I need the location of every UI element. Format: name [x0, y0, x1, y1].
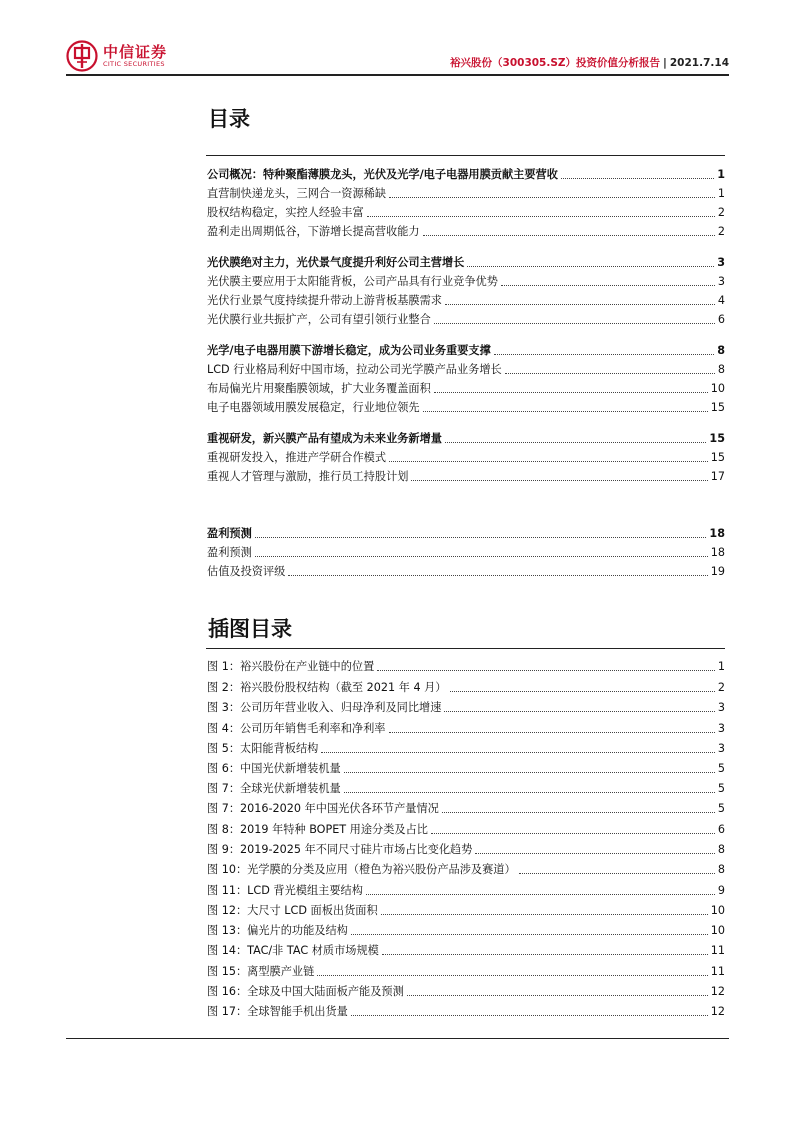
toc-entry[interactable]	[207, 560, 725, 579]
figure-entry[interactable]	[207, 980, 725, 999]
toc-entry[interactable]	[207, 251, 725, 270]
figure-entry-leader-dots	[431, 833, 715, 834]
figure-entry-label: 图 7：全球光伏新增装机量	[207, 782, 341, 795]
toc-entry-leader-dots	[445, 442, 706, 443]
figure-entry-page-number: 9	[717, 884, 725, 897]
figure-entry-leader-dots	[344, 772, 715, 773]
toc-entry[interactable]	[207, 220, 725, 239]
toc-entry[interactable]	[207, 446, 725, 465]
toc-entry-leader-dots	[288, 575, 707, 576]
figure-entry-label: 图 12：大尺寸 LCD 面板出货面积	[207, 904, 378, 917]
figure-entry-leader-dots	[444, 711, 714, 712]
toc-entry[interactable]	[207, 289, 725, 308]
figure-entry-leader-dots	[382, 954, 708, 955]
figure-entry-page-number: 11	[710, 965, 725, 978]
figure-entry[interactable]	[207, 655, 725, 674]
toc-entry-label: 盈利预测	[207, 527, 252, 540]
toc-entry-page-number: 2	[717, 206, 725, 219]
toc-entry-page-number: 15	[709, 432, 725, 445]
figure-entry[interactable]	[207, 939, 725, 958]
figure-entry-leader-dots	[351, 1015, 708, 1016]
figure-entry-leader-dots	[450, 691, 715, 692]
toc-entry[interactable]	[207, 270, 725, 289]
toc-entry-label: 光伏膜主要应用于太阳能背板，公司产品具有行业竞争优势	[207, 275, 498, 288]
figure-entry-label: 图 17：全球智能手机出货量	[207, 1005, 348, 1018]
toc-entry[interactable]	[207, 339, 725, 358]
toc-entry-leader-dots	[445, 304, 715, 305]
toc-entry-page-number: 8	[717, 363, 725, 376]
figure-entry[interactable]	[207, 757, 725, 776]
figure-entry[interactable]	[207, 818, 725, 837]
toc-entry-leader-dots	[367, 216, 715, 217]
toc-entry[interactable]	[207, 541, 725, 560]
toc-entry[interactable]	[207, 377, 725, 396]
page-header	[66, 38, 729, 76]
figure-entry-label: 图 2：裕兴股份股权结构（截至 2021 年 4 月）	[207, 681, 447, 694]
header-report-info	[450, 55, 729, 70]
citic-logo-icon	[66, 40, 98, 72]
toc-entry-label: 电子电器领域用膜发展稳定，行业地位领先	[207, 401, 420, 414]
figure-entry-leader-dots	[407, 995, 708, 996]
figure-entry-page-number: 3	[717, 701, 725, 714]
figure-entry-page-number: 11	[710, 944, 725, 957]
figure-entry-label: 图 10：光学膜的分类及应用（橙色为裕兴股份产品涉及赛道）	[207, 863, 516, 876]
figure-entry-leader-dots	[317, 975, 707, 976]
figure-entry-page-number: 5	[717, 802, 725, 815]
toc-entry[interactable]	[207, 182, 725, 201]
figure-entry-label: 图 8：2019 年特种 BOPET 用途分类及占比	[207, 823, 428, 836]
figure-entry[interactable]	[207, 717, 725, 736]
toc-title: 目录	[208, 107, 250, 131]
figure-entry-label: 图 14：TAC/非 TAC 材质市场规模	[207, 944, 379, 957]
figure-entry-leader-dots	[321, 752, 715, 753]
toc-entry-leader-dots	[505, 373, 715, 374]
figure-entry-label: 图 3：公司历年营业收入、归母净利及同比增速	[207, 701, 442, 714]
figure-entry[interactable]	[207, 797, 725, 816]
figure-entry-page-number: 5	[717, 762, 725, 775]
toc-entry-leader-dots	[423, 235, 715, 236]
figure-entry-leader-dots	[442, 812, 715, 813]
toc-entry-page-number: 8	[717, 344, 725, 357]
figure-entry-leader-dots	[351, 934, 708, 935]
toc-entry-leader-dots	[423, 411, 708, 412]
figures-title: 插图目录	[208, 617, 292, 641]
toc-entry-label: 股权结构稳定，实控人经验丰富	[207, 206, 364, 219]
toc-entry-page-number: 6	[717, 313, 725, 326]
figure-entry-leader-dots	[381, 914, 708, 915]
figure-entry-label: 图 9：2019-2025 年不同尺寸硅片市场占比变化趋势	[207, 843, 473, 856]
toc-entry-page-number: 19	[710, 565, 725, 578]
figure-entry[interactable]	[207, 960, 725, 979]
figure-entry-page-number: 1	[717, 660, 725, 673]
toc-entry[interactable]	[207, 308, 725, 327]
toc-entry-page-number: 2	[717, 225, 725, 238]
logo-english-name: CITIC SECURITIES	[103, 59, 165, 68]
toc-entry-page-number: 15	[710, 401, 725, 414]
toc-entry-page-number: 1	[717, 187, 725, 200]
figure-entry-leader-dots	[344, 792, 715, 793]
toc-entry-page-number: 1	[717, 168, 725, 181]
figure-entry[interactable]	[207, 1000, 725, 1019]
toc-entry-leader-dots	[501, 285, 715, 286]
figure-entry-page-number: 6	[717, 823, 725, 836]
figure-entry-page-number: 3	[717, 722, 725, 735]
figure-entry-leader-dots	[377, 670, 715, 671]
figure-entry[interactable]	[207, 696, 725, 715]
toc-entry-leader-dots	[467, 266, 714, 267]
figures-divider	[206, 648, 725, 649]
figure-entry-label: 图 4：公司历年销售毛利率和净利率	[207, 722, 386, 735]
toc-entry-leader-dots	[255, 537, 707, 538]
figure-entry-page-number: 12	[710, 1005, 725, 1018]
figure-entry-page-number: 2	[717, 681, 725, 694]
citic-logo	[66, 40, 167, 72]
figure-entry-page-number: 8	[717, 863, 725, 876]
toc-entry-page-number: 18	[710, 546, 725, 559]
figure-entry[interactable]	[207, 879, 725, 898]
toc-entry-label: 光伏膜绝对主力，光伏景气度提升利好公司主营增长	[207, 256, 465, 269]
toc-entry-label: 光伏行业景气度持续提升带动上游背板基膜需求	[207, 294, 442, 307]
figure-entry-page-number: 5	[717, 782, 725, 795]
header-separator: |	[663, 57, 667, 69]
logo-chinese-name: 中信证券	[103, 42, 168, 61]
figure-entry-label: 图 15：离型膜产业链	[207, 965, 315, 978]
toc-entry-label: 估值及投资评级	[207, 565, 286, 578]
figure-entry-leader-dots	[475, 853, 714, 854]
toc-entry[interactable]	[207, 201, 725, 220]
toc-entry[interactable]	[207, 522, 725, 541]
toc-entry-label: LCD 行业格局利好中国市场，拉动公司光学膜产品业务增长	[207, 363, 502, 376]
figure-entry-label: 图 5：太阳能背板结构	[207, 742, 319, 755]
toc-entry[interactable]	[207, 358, 725, 377]
toc-entry-leader-dots	[389, 197, 715, 198]
toc-entry-leader-dots	[255, 556, 708, 557]
toc-entry-leader-dots	[561, 178, 714, 179]
toc-entry-label: 重视研发，新兴膜产品有望成为未来业务新增量	[207, 432, 442, 445]
toc-entry-page-number: 3	[717, 275, 725, 288]
toc-entry[interactable]	[207, 396, 725, 415]
toc-entry-leader-dots	[494, 354, 714, 355]
toc-entry-leader-dots	[411, 480, 707, 481]
toc-entry-label: 布局偏光片用聚酯膜领域，扩大业务覆盖面积	[207, 382, 431, 395]
toc-entry-label: 盈利预测	[207, 546, 252, 559]
toc-entry-label: 光伏膜行业共振扩产，公司有望引领行业整合	[207, 313, 431, 326]
figure-entry-page-number: 10	[710, 904, 725, 917]
toc-entry-leader-dots	[389, 461, 708, 462]
toc-entry-label: 公司概况：特种聚酯薄膜龙头，光伏及光学/电子电器用膜贡献主要营收	[207, 168, 558, 181]
toc-entry-page-number: 15	[710, 451, 725, 464]
toc-entry[interactable]	[207, 465, 725, 484]
figure-entry[interactable]	[207, 737, 725, 756]
figure-entry-page-number: 10	[710, 924, 725, 937]
figure-entry-label: 图 13：偏光片的功能及结构	[207, 924, 348, 937]
figure-entry[interactable]	[207, 777, 725, 796]
figure-entry-leader-dots	[389, 732, 715, 733]
report-title: 裕兴股份（300305.SZ）投资价值分析报告	[450, 57, 661, 69]
toc-entry-label: 重视研发投入，推进产学研合作模式	[207, 451, 387, 464]
footer-rule	[66, 1038, 729, 1039]
figure-entry-label: 图 16：全球及中国大陆面板产能及预测	[207, 985, 404, 998]
figure-entry[interactable]	[207, 899, 725, 918]
toc-entry-page-number: 10	[710, 382, 725, 395]
figure-entry-label: 图 1：裕兴股份在产业链中的位置	[207, 660, 375, 673]
toc-entry-page-number: 17	[710, 470, 725, 483]
figure-entry-page-number: 8	[717, 843, 725, 856]
toc-entry[interactable]	[207, 163, 725, 182]
figure-entry-page-number: 3	[717, 742, 725, 755]
toc-entry-label: 重视人才管理与激励，推行员工持股计划	[207, 470, 409, 483]
toc-entry-page-number: 18	[709, 527, 725, 540]
toc-entry-leader-dots	[434, 392, 708, 393]
toc-entry-label: 光学/电子电器用膜下游增长稳定，成为公司业务重要支撑	[207, 344, 491, 357]
toc-entry-leader-dots	[434, 323, 715, 324]
figure-entry-page-number: 12	[710, 985, 725, 998]
toc-entry[interactable]	[207, 427, 725, 446]
figure-entry[interactable]	[207, 919, 725, 938]
figure-entry[interactable]	[207, 858, 725, 877]
figure-entry-label: 图 11：LCD 背光模组主要结构	[207, 884, 363, 897]
figure-entry-leader-dots	[366, 894, 715, 895]
toc-divider	[206, 155, 725, 156]
toc-entry-label: 盈利走出周期低谷，下游增长提高营收能力	[207, 225, 420, 238]
report-date: 2021.7.14	[669, 57, 729, 69]
toc-entry-label: 直营制快递龙头，三网合一资源稀缺	[207, 187, 387, 200]
figure-entry[interactable]	[207, 838, 725, 857]
toc-entry-page-number: 4	[717, 294, 725, 307]
figure-entry-label: 图 6：中国光伏新增装机量	[207, 762, 341, 775]
toc-entry-page-number: 3	[717, 256, 725, 269]
figure-entry-leader-dots	[519, 873, 715, 874]
figure-entry[interactable]	[207, 676, 725, 695]
figure-entry-label: 图 7：2016-2020 年中国光伏各环节产量情况	[207, 802, 439, 815]
